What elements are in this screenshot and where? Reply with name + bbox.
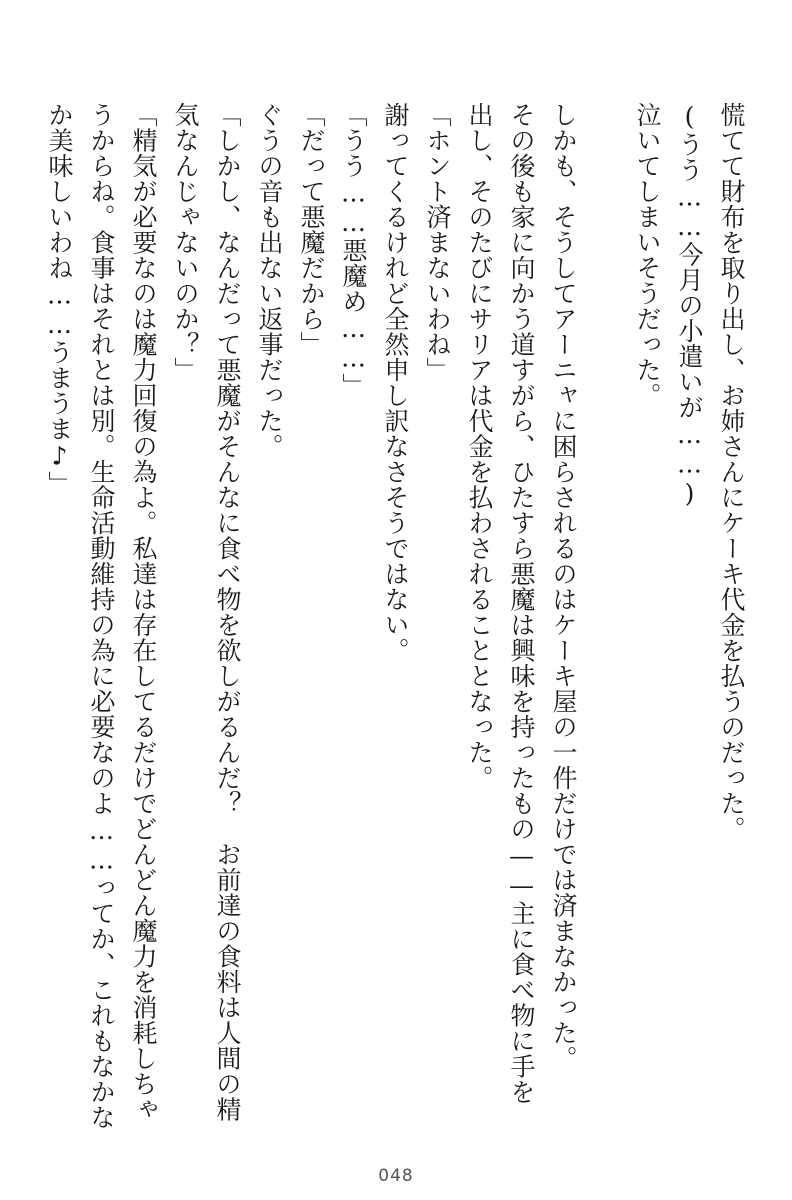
text-line: 「ホント済まないわね」 [423, 102, 452, 383]
text-line: うからね。食事はそれとは別。生命活動維持の為に必要なのよ……ってか、これもなかな [87, 102, 116, 1130]
text-line: か美味しいわね……うまうま♪」 [45, 102, 74, 497]
text-line: しかも、そうしてアーニャに困らされるのはケーキ屋の一件だけでは済まなかった。 [549, 102, 578, 1071]
text-line: 「うう……悪魔め……」 [339, 102, 368, 399]
text-line: (うう……今月の小遣いが……) [675, 102, 704, 509]
text-line: 謝ってくるけれど全然申し訳なさそうではない。 [381, 102, 410, 663]
text-line: ぐうの音も出ない返事だった。 [255, 102, 284, 459]
text-line: 「しかし、なんだって悪魔がそんなに食べ物を欲しがるんだ？ お前達の食料は人間の精 [213, 102, 242, 1122]
text-line: 出し、そのたびにサリアは代金を払わされることとなった。 [465, 102, 494, 791]
page-number: 048 [378, 1166, 414, 1186]
blank-line [584, 102, 626, 1142]
text-line: 泣いてしまいそうだった。 [633, 102, 662, 408]
text-line: 慌てて財布を取り出し、お姉さんにケーキ代金を払うのだった。 [717, 102, 746, 842]
text-line: 気なんじゃないのか？」 [171, 102, 200, 383]
vertical-text-body [38, 102, 752, 1142]
text-line: その後も家に向かう道すがら、ひたすら悪魔は興味を持ったもの——主に食べ物に手を [507, 102, 536, 1105]
text-line: 「精気が必要なのは魔力回復の為よ。私達は存在してるだけでどんどん魔力を消耗しちゃ [129, 102, 158, 1122]
text-line: 「だって悪魔だから」 [297, 102, 326, 357]
